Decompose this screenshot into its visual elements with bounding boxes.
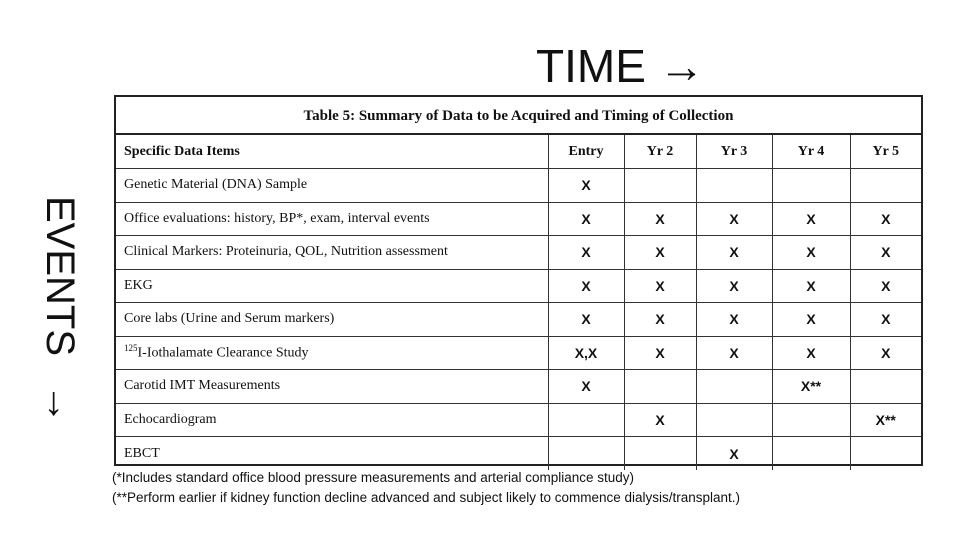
table-row: [116, 370, 921, 404]
timing-mark-cell: X: [696, 236, 772, 270]
table-row: [116, 236, 921, 270]
timing-mark-cell: [696, 370, 772, 404]
timing-mark-cell: X: [850, 202, 921, 236]
timing-mark-cell: X: [850, 303, 921, 337]
data-item-label: [116, 169, 548, 203]
column-header-items: Specific Data Items: [116, 135, 548, 169]
isotope-superscript: 125: [124, 343, 138, 354]
timing-mark-cell: X: [548, 303, 624, 337]
column-header-yr2: Yr 2: [624, 135, 696, 169]
timing-mark-cell: X: [850, 269, 921, 303]
events-label-word: EVENTS: [38, 196, 82, 357]
data-item-text: Core labs (Urine and Serum markers): [124, 311, 335, 327]
events-axis-label: [36, 196, 84, 424]
data-item-text: Echocardiogram: [124, 411, 217, 427]
timing-mark-cell: [850, 370, 921, 404]
timing-mark-cell: [772, 169, 850, 203]
timing-mark-cell: [696, 403, 772, 437]
timing-mark-cell: X: [772, 336, 850, 370]
data-item-text: I-Iothalamate Clearance Study: [137, 346, 309, 362]
data-item-label: [116, 236, 548, 270]
timing-mark-cell: [772, 403, 850, 437]
timing-mark-cell: X: [850, 336, 921, 370]
column-header-entry: Entry: [548, 135, 624, 169]
timing-mark-cell: [624, 169, 696, 203]
footnote-dialysis: (**Perform earlier if kidney function decline advanced and subject likely to commence dialysis/transplant.): [112, 490, 741, 505]
data-item-label: [116, 269, 548, 303]
table-row: [116, 403, 921, 437]
data-item-label: [116, 336, 548, 370]
timing-mark-cell: [624, 437, 696, 471]
timing-mark-cell: [772, 437, 850, 471]
timing-mark-cell: X: [696, 336, 772, 370]
timing-mark-cell: X: [624, 303, 696, 337]
timing-mark-cell: [548, 437, 624, 471]
timing-mark-cell: X: [696, 202, 772, 236]
data-item-text: EBCT: [124, 445, 160, 461]
timing-mark-cell: X: [850, 236, 921, 270]
table-row: [116, 336, 921, 370]
table-title: Table 5: Summary of Data to be Acquired and Timing of Collection: [116, 97, 921, 135]
table-row: [116, 303, 921, 337]
timing-mark-cell: [624, 370, 696, 404]
data-item-text: Office evaluations: history, BP*, exam, interval events: [124, 210, 430, 226]
column-header-yr4: Yr 4: [772, 135, 850, 169]
timing-mark-cell: X: [696, 269, 772, 303]
timing-mark-cell: X: [624, 202, 696, 236]
events-arrow-icon: →: [38, 384, 82, 425]
timing-mark-cell: X: [696, 437, 772, 471]
time-axis-label: TIME →: [536, 40, 705, 92]
timing-mark-cell: X: [772, 269, 850, 303]
table-body: [116, 169, 921, 471]
timing-mark-cell: [850, 169, 921, 203]
timing-mark-cell: X**: [772, 370, 850, 404]
data-item-text: Genetic Material (DNA) Sample: [124, 177, 308, 193]
timing-mark-cell: X: [772, 236, 850, 270]
table-row: [116, 169, 921, 203]
table-row: [116, 437, 921, 471]
timing-mark-cell: X: [548, 370, 624, 404]
footnote-bp: (*Includes standard office blood pressure measurements and arterial compliance study): [112, 470, 635, 485]
data-item-text: Carotid IMT Measurements: [124, 378, 281, 394]
timing-mark-cell: [548, 403, 624, 437]
timing-mark-cell: [850, 437, 921, 471]
header-row: [116, 135, 921, 169]
data-item-label: [116, 370, 548, 404]
data-item-label: [116, 403, 548, 437]
column-header-yr3: Yr 3: [696, 135, 772, 169]
timing-mark-cell: X: [772, 303, 850, 337]
column-header-yr5: Yr 5: [850, 135, 921, 169]
timing-mark-cell: X: [624, 269, 696, 303]
timing-mark-cell: X**: [850, 403, 921, 437]
footnotes: [112, 468, 740, 508]
data-item-label: [116, 202, 548, 236]
schedule-grid: [116, 135, 921, 470]
table-row: [116, 202, 921, 236]
timing-mark-cell: X: [696, 303, 772, 337]
data-timing-table: [114, 95, 923, 466]
timing-mark-cell: X: [772, 202, 850, 236]
timing-mark-cell: X: [624, 336, 696, 370]
data-item-text: EKG: [124, 277, 153, 293]
timing-mark-cell: X: [548, 169, 624, 203]
data-item-label: [116, 437, 548, 471]
table-row: [116, 269, 921, 303]
timing-mark-cell: X: [624, 236, 696, 270]
data-item-text: Clinical Markers: Proteinuria, QOL, Nutrition assessment: [124, 244, 448, 260]
timing-mark-cell: X: [548, 236, 624, 270]
timing-mark-cell: X,X: [548, 336, 624, 370]
data-item-label: [116, 303, 548, 337]
timing-mark-cell: X: [548, 269, 624, 303]
timing-mark-cell: X: [548, 202, 624, 236]
timing-mark-cell: [696, 169, 772, 203]
timing-mark-cell: X: [624, 403, 696, 437]
